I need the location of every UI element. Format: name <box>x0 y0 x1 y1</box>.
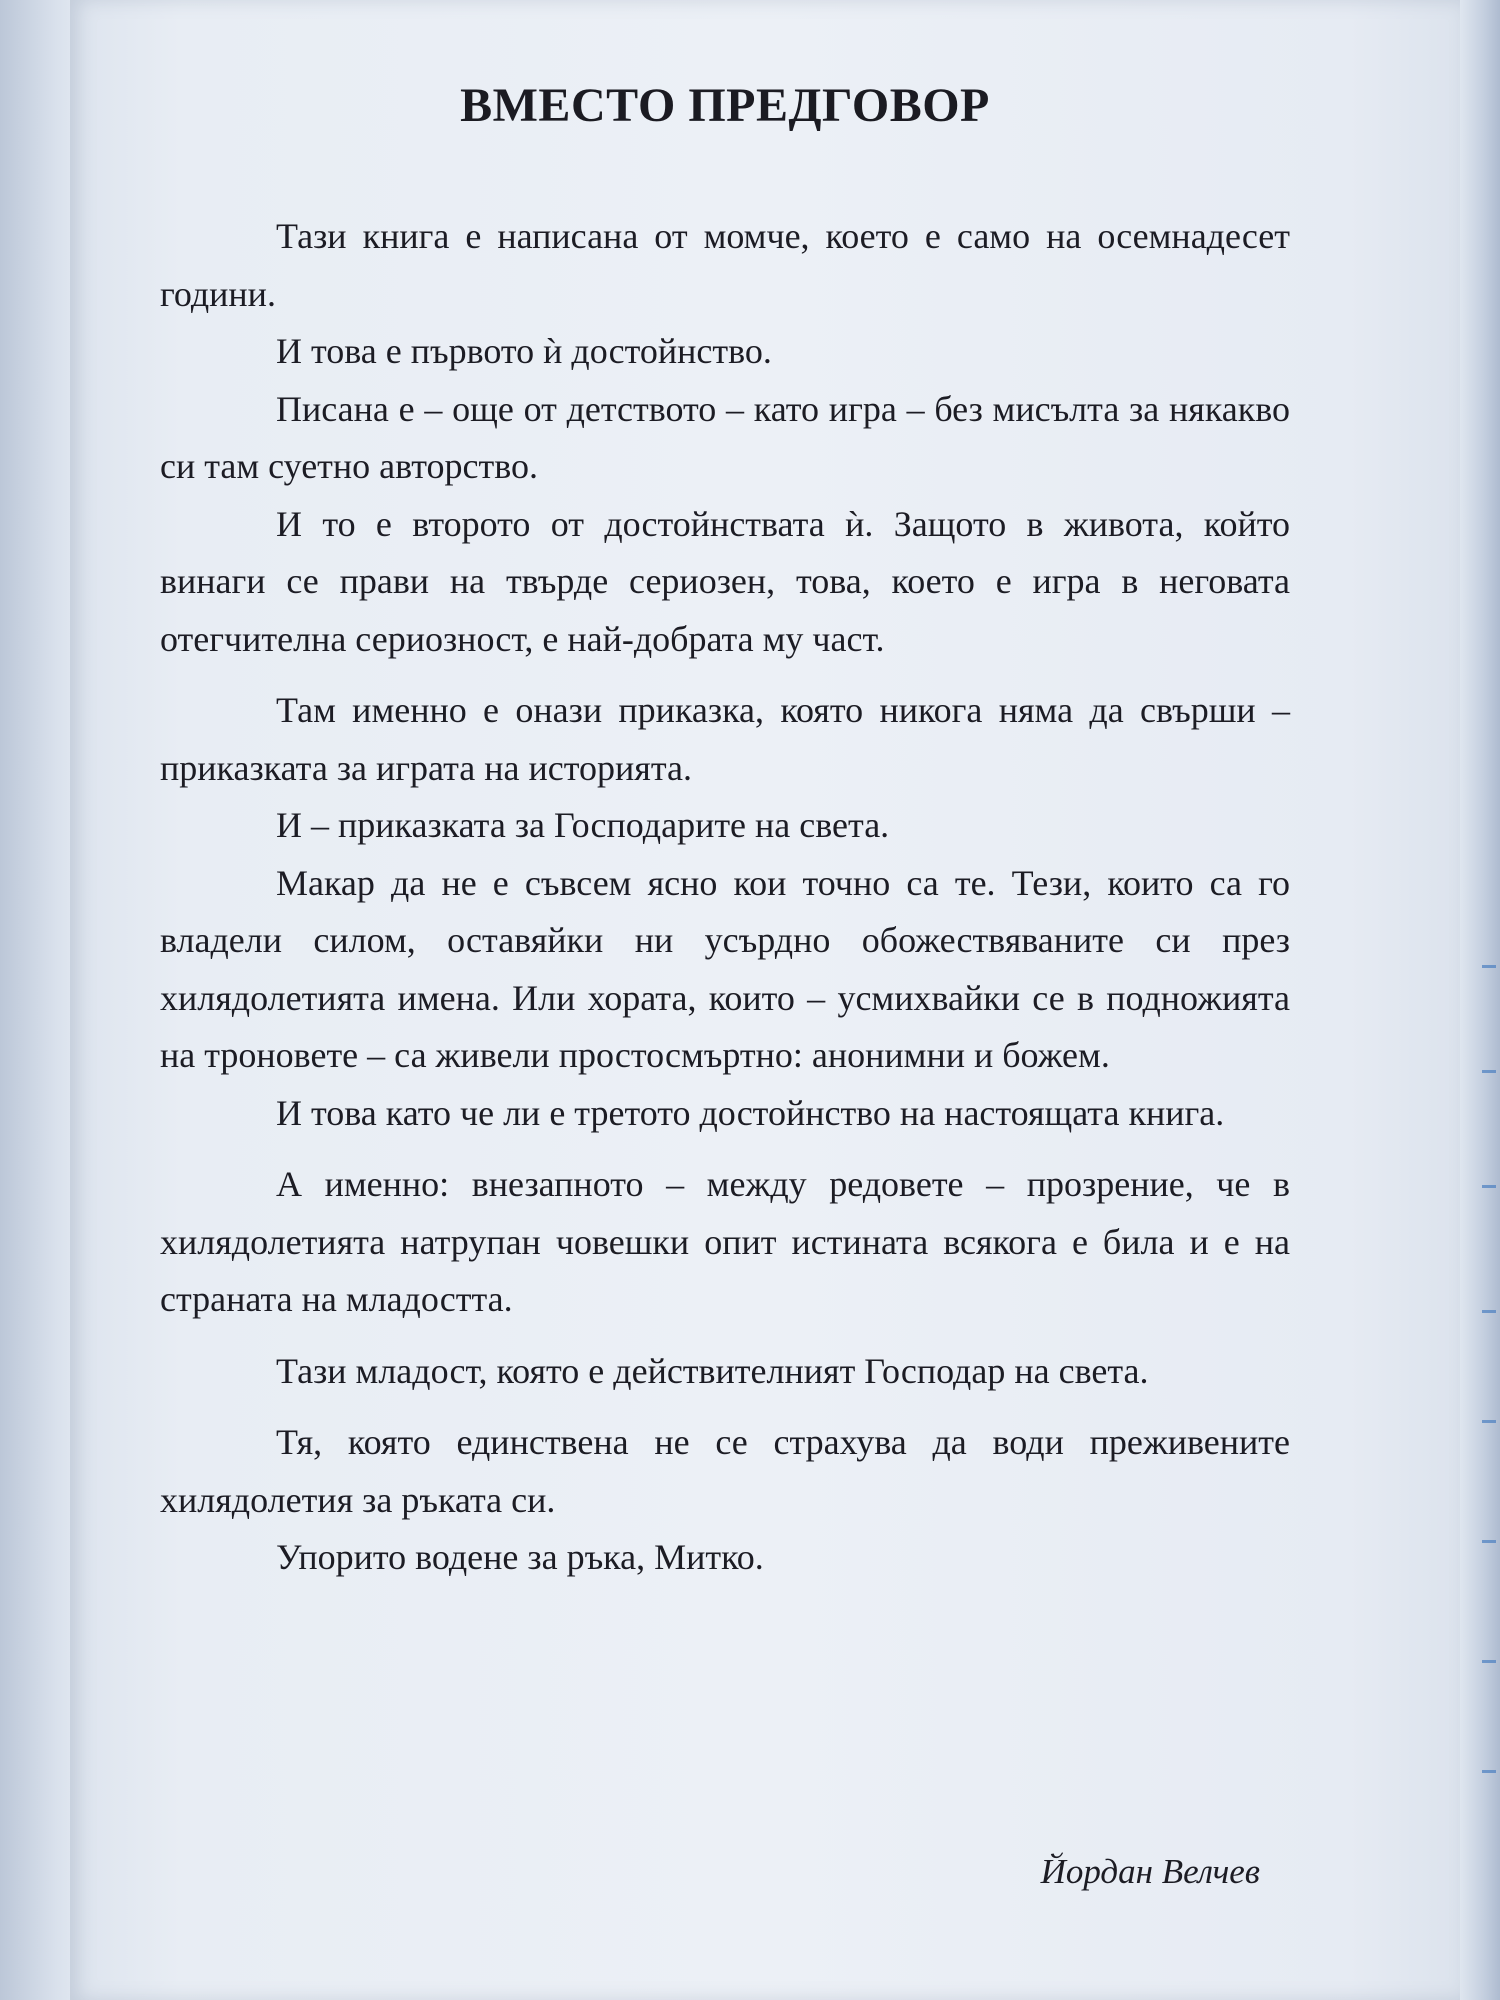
paragraph: Тази книга е написана от момче, което е само на осемнадесет години. <box>160 216 1290 314</box>
edge-mark <box>1482 1540 1496 1543</box>
edge-mark <box>1482 1770 1496 1773</box>
edge-mark <box>1482 1310 1496 1313</box>
paragraph: Макар да не е съвсем ясно кои точно са те. Тези, които са го владели силом, оставяйки ни усърдно обожествяваните си през хилядолетията имена. Или хората, които – усмихвайки се в подножията на троновете – са живели простосмъртно: анонимни и божем. <box>160 862 1290 1075</box>
paragraph: Тази младост, която е действителният Господар на света. <box>276 1350 1149 1391</box>
page-title: ВМЕСТО ПРЕДГОВОР <box>460 79 990 132</box>
edge-mark <box>1482 1420 1496 1423</box>
paragraph: И то е второто от достойнствата ѝ. Защото в живота, който винаги се прави на твърде сериозен, това, което е игра в неговата отегчителна сериозност, е най-добрата му част. <box>160 503 1290 659</box>
edge-mark <box>1482 1660 1496 1663</box>
paragraph: А именно: внезапното – между редовете – прозрение, че в хилядолетията натрупан човешки опит истината всякога е била и е на страната на младостта. <box>160 1164 1290 1319</box>
edge-mark <box>1482 1185 1496 1188</box>
paragraph: И – приказката за Господарите на света. <box>276 805 890 845</box>
paragraph: И това е първото ѝ достойнство. <box>276 331 772 371</box>
left-page-edge <box>0 0 80 2000</box>
paragraph: Упорито водене за ръка, Митко. <box>276 1537 764 1577</box>
paragraph: Писана е – още от детството – като игра – без мисълта за някакво си там суетно авторство. <box>160 388 1290 486</box>
paragraph: Тя, която единствена не се страхува да води преживените хилядолетия за ръката си. <box>160 1422 1290 1520</box>
paragraph: И това като че ли е третото достойнство на настоящата книга. <box>276 1092 1225 1133</box>
paragraph: Там именно е онази приказка, която никога няма да свърши – приказката за играта на историята. <box>160 690 1290 788</box>
page-edge-marks <box>1470 0 1496 2000</box>
author-signature: Йордан Велчев <box>1040 1852 1260 1891</box>
edge-mark <box>1482 1070 1496 1073</box>
preface-text <box>160 208 1290 1587</box>
edge-mark <box>1482 965 1496 968</box>
